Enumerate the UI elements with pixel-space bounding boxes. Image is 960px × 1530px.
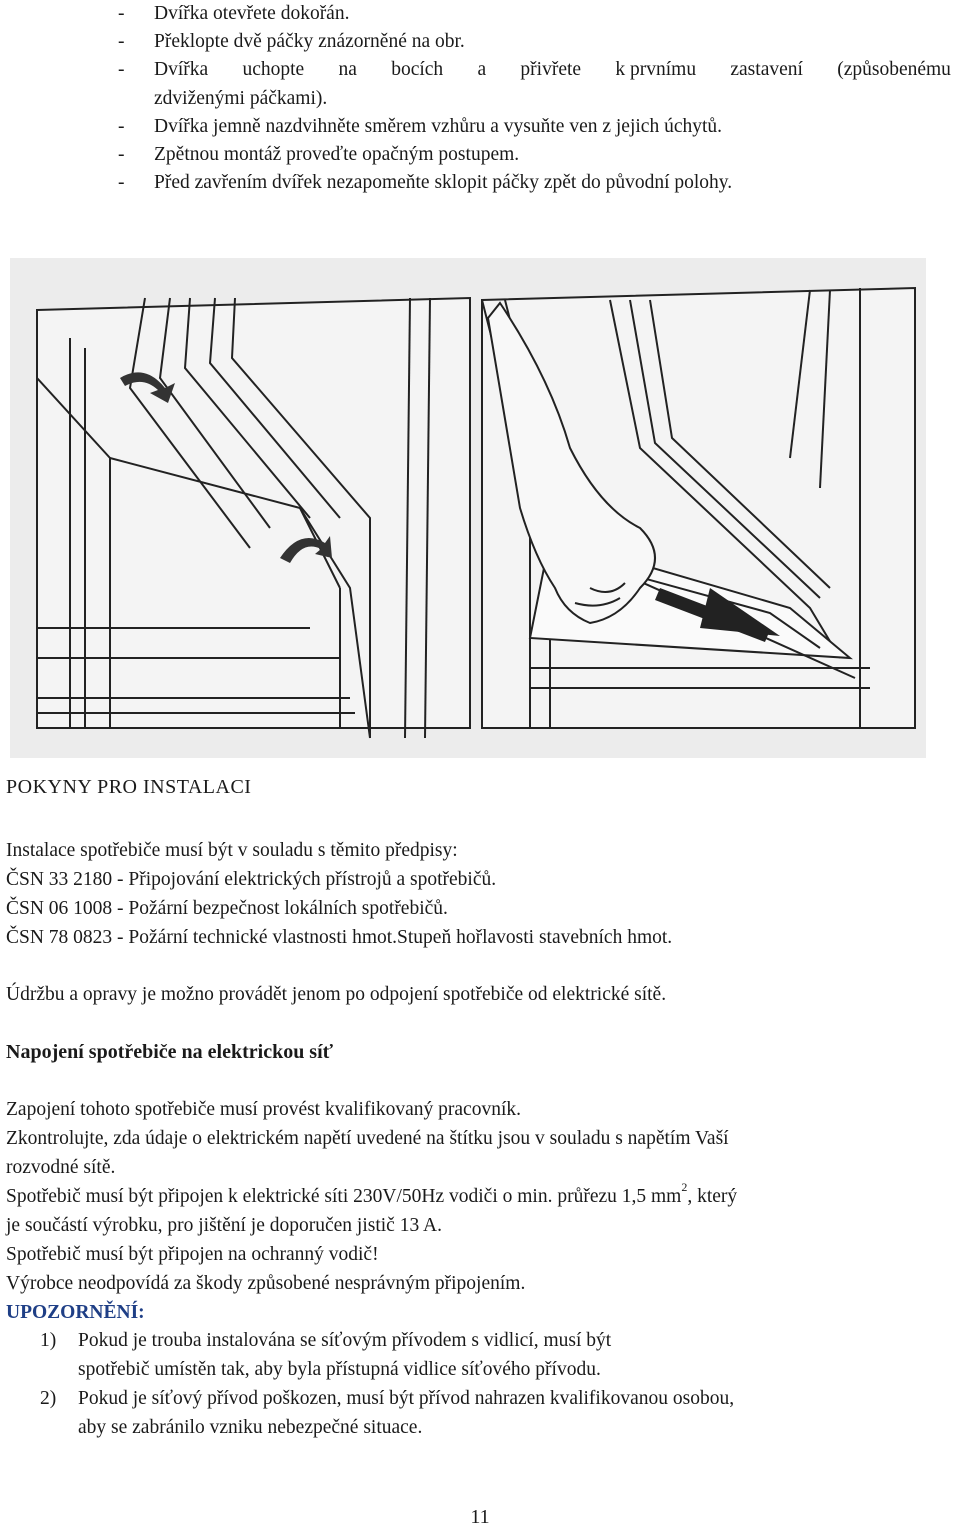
door-removal-illustration — [10, 258, 926, 758]
section-title: POKYNY PRO INSTALACI — [6, 776, 252, 798]
door-removal-steps — [118, 0, 951, 197]
step-item: - Před zavřením dvířek nezapomeňte sklopit páčky zpět do původní polohy. — [118, 172, 733, 194]
connection-paragraph: Zkontrolujte, zda údaje o elektrickém napětí uvedené na štítku jsou v souladu s napětím Vaší — [6, 1128, 729, 1149]
connection-paragraph: Spotřebič musí být připojen na ochranný vodič! — [6, 1244, 379, 1265]
connection-block — [6, 1095, 737, 1327]
step-item: - Dvířka otevřete dokořán. — [118, 3, 350, 24]
warning-item: 2) Pokud je síťový přívod poškozen, musí být přívod nahrazen kvalifikovanou osobou, aby se zabránilo vzniku nebezpečné situace. — [40, 1388, 735, 1438]
warning-list — [40, 1326, 734, 1442]
warning-title: UPOZORNĚNÍ: — [6, 1302, 145, 1323]
connection-paragraph: je součástí výrobku, pro jištění je doporučen jistič 13 A. — [6, 1215, 442, 1236]
step-3-justified: Dvířka uchopte na bocích a přivřete k prvnímu zastavení (způsobenému — [154, 59, 951, 81]
step-item: - Dvířka jemně nazdvihněte směrem vzhůru a vysuňte ven z jejich úchytů. — [118, 115, 723, 137]
regulation-item: ČSN 78 0823 - Požární technické vlastnosti hmot.Stupeň hořlavosti stavebních hmot. — [6, 927, 673, 948]
left-panel — [37, 298, 470, 738]
regulations-intro: Instalace spotřebiče musí být v souladu s těmito předpisy: — [6, 840, 458, 861]
connection-paragraph: Spotřebič musí být připojen k elektrické síti 230V/50Hz vodiči o min. průřezu 1,5 $mm^2$, který — [6, 1180, 738, 1207]
connection-paragraph: Výrobce neodpovídá za škody způsobené nesprávným připojením. — [6, 1273, 526, 1294]
step-item: - Dvířka uchopte na bocích a přivřete k prvnímu zastavení (způsobenému — [118, 56, 951, 84]
maintenance-note: Údržbu a opravy je možno provádět jenom po odpojení spotřebiče od elektrické sítě. — [6, 984, 667, 1005]
regulations-block — [6, 836, 672, 952]
regulation-item: ČSN 06 1008 - Požární bezpečnost lokálních spotřebičů. — [6, 898, 448, 919]
connection-paragraph: Zapojení tohoto spotřebiče musí provést kvalifikovaný pracovník. — [6, 1099, 522, 1120]
illustration-svg — [10, 258, 926, 758]
step-item: - Zpětnou montáž proveďte opačným postupem. — [118, 143, 520, 165]
step-item-continuation: zdviženými páčkami). — [154, 87, 328, 109]
step-item: - Překlopte dvě páčky znázorněné na obr. — [118, 31, 465, 53]
warning-item: 1) Pokud je trouba instalována se síťovým přívodem s vidlicí, musí být spotřebič umístěn tak, aby byla přístupná vidlice síťového přívodu. — [40, 1330, 612, 1380]
page-number: 11 — [470, 1506, 490, 1528]
connection-title: Napojení spotřebiče na elektrickou síť — [6, 1041, 334, 1063]
connection-paragraph: rozvodné sítě. — [6, 1157, 116, 1178]
regulation-item: ČSN 33 2180 - Připojování elektrických přístrojů a spotřebičů. — [6, 869, 497, 890]
